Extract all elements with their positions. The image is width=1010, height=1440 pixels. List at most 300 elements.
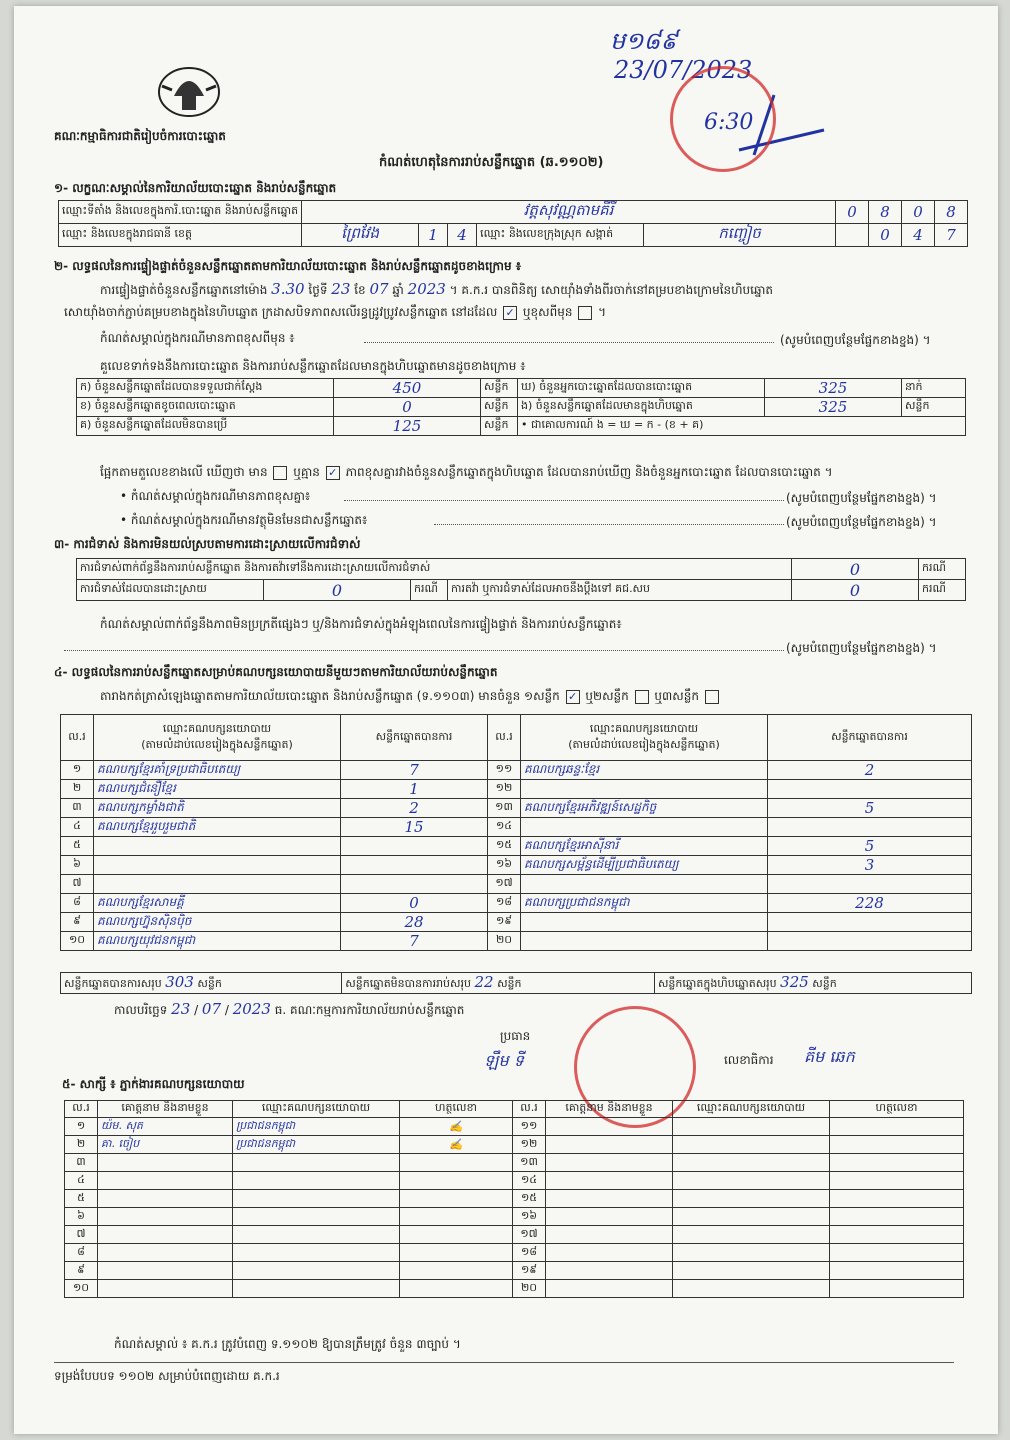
unit: ករណី — [919, 559, 966, 580]
unit: សន្លឹក — [812, 977, 837, 990]
column-header-no: ល.រ — [488, 715, 521, 761]
section3-heading: ៣- ការជំទាស់ និងការមិនយល់ស្របតាមការដោះស្រាយលើការជំទាស់ — [54, 537, 361, 551]
party-name: គណបក្សខ្មែរអភិវឌ្ឍន៍សេដ្ឋកិច្ច — [521, 799, 768, 818]
ballots-in-box: 325 — [765, 398, 902, 417]
row-number: ១១ — [488, 761, 521, 780]
column-header-signature: ហត្ថលេខា — [830, 1101, 964, 1118]
count-label: ង) ចំនួនសន្លឹកឆ្នោតដែលមានក្នុងហិបឆ្នោត — [518, 398, 765, 417]
witness-party — [233, 1172, 400, 1190]
verification-year: 2023 — [407, 280, 446, 298]
invalid-total — [342, 973, 655, 994]
table-row — [61, 932, 972, 951]
witness-party: ប្រជាជនកម្ពុជា — [233, 1118, 400, 1136]
count-table — [76, 378, 966, 436]
commune-digit: 0 — [869, 224, 902, 247]
complaints-table — [76, 558, 966, 601]
party-votes: 2 — [768, 761, 972, 780]
invalid-total-value: 22 — [474, 973, 494, 991]
party-name — [521, 913, 768, 932]
row-number: ៤ — [61, 818, 94, 837]
party-name: គណបក្សប្រជាជនកម្ពុជា — [521, 894, 768, 913]
secretary-name: គីម ឆេក — [804, 1047, 855, 1066]
row-number: ៥ — [61, 837, 94, 856]
foreign-object-label: • កំណត់សម្គាល់ក្នុងករណីមានវត្ថុមិនមែនជាសន្លឹកឆ្នោត៖ — [120, 513, 368, 527]
valid-total — [61, 973, 342, 994]
witness-name — [98, 1244, 233, 1262]
party-votes — [341, 856, 488, 875]
unit: សន្លឹក — [481, 417, 518, 436]
party-votes — [768, 913, 972, 932]
witness-party — [673, 1226, 830, 1244]
three-sheets-label: ឬ៣សន្លឹក — [654, 689, 699, 703]
official-stamp-top — [670, 66, 776, 172]
row-number: ៩ — [61, 913, 94, 932]
row-number: ២ — [65, 1136, 98, 1154]
party-votes — [768, 818, 972, 837]
spoiled-ballots: 0 — [334, 398, 481, 417]
witness-party — [233, 1280, 400, 1298]
seal-line — [64, 304, 606, 322]
witness-signature — [400, 1226, 513, 1244]
witness-name — [546, 1244, 673, 1262]
witness-signature — [830, 1172, 964, 1190]
unit: សន្លឹក — [197, 977, 222, 990]
witness-party — [233, 1208, 400, 1226]
witness-name — [98, 1154, 233, 1172]
unit: សន្លឹក — [902, 398, 966, 417]
row-number: ១៨ — [488, 894, 521, 913]
chair-name: ឡឹម ទី — [484, 1051, 524, 1070]
column-header-no: ល.រ — [513, 1101, 546, 1118]
witness-signature — [830, 1208, 964, 1226]
witness-signature — [830, 1154, 964, 1172]
table-row — [61, 837, 972, 856]
province-digit: 4 — [448, 224, 477, 247]
unchanged-checkbox[interactable]: ✓ — [503, 306, 517, 320]
party-name: គណបក្សជំនឿខ្មែរ — [94, 780, 341, 799]
handwritten-time: 6:30 — [704, 110, 754, 135]
witness-party — [233, 1154, 400, 1172]
witness-signature — [830, 1190, 964, 1208]
column-header-signature: ហត្ថលេខា — [400, 1101, 513, 1118]
witness-signature — [400, 1190, 513, 1208]
table-row — [65, 1262, 964, 1280]
witness-party — [233, 1262, 400, 1280]
count-label: ក) ចំនួនសន្លឹកឆ្នោតដែលបានទទួលជាក់ស្តែង — [77, 379, 334, 398]
form-sheet — [14, 6, 998, 1434]
witness-party — [673, 1208, 830, 1226]
party-name — [94, 837, 341, 856]
table-row — [65, 1226, 964, 1244]
tally-sheet-line — [100, 688, 721, 706]
column-header-party — [521, 715, 768, 761]
witness-name — [546, 1172, 673, 1190]
section4-heading: ៤- លទ្ធផលនៃការរាប់សន្លឹកឆ្នោតសម្រាប់គណបក្សនយោបាយនីមួយៗតាមការិយាល័យរាប់សន្លឹកឆ្នោត — [54, 665, 498, 679]
witness-party — [673, 1172, 830, 1190]
witness-party — [233, 1226, 400, 1244]
discrepancy-line — [100, 464, 833, 482]
two-sheets-label: ឬ២សន្លឹក — [585, 689, 629, 703]
signing-date-line: កាលបរិច្ឆេទ 23 / 07 / 2023 ធ. គណៈកម្មការការិយាល័យរាប់សន្លឹកឆ្នោត — [114, 1000, 465, 1018]
witness-signature: ✍ — [400, 1118, 513, 1136]
province-label: ឈ្មោះ និងលេខក្នុងរាជធានី ខេត្ត — [59, 224, 302, 247]
location-label: ឈ្មោះទីតាំង និងលេខក្នុងការិ.បោះឆ្នោត និងរាប់សន្លឹកឆ្នោត — [59, 201, 302, 224]
row-number: ១១ — [513, 1118, 546, 1136]
witness-party — [233, 1190, 400, 1208]
row-number: ១៧ — [488, 875, 521, 894]
verification-time: 3.30 — [271, 280, 305, 298]
party-name: គណបក្សឆន្ទៈខ្មែរ — [521, 761, 768, 780]
witness-party: ប្រជាជនកម្ពុជា — [233, 1136, 400, 1154]
year-label: ឆ្នាំ — [392, 283, 404, 297]
commune-digit: 7 — [935, 224, 968, 247]
table-row — [61, 875, 972, 894]
box-total-label: សន្លឹកឆ្នោតក្នុងហិបឆ្នោតសរុប — [657, 977, 777, 990]
footer-note: កំណត់សម្គាល់ ៖ គ.ក.រ ត្រូវបំពេញ ទ.១១០២ ឱ្យបានត្រឹមត្រូវ ចំនួន ៣ច្បាប់ ។ — [114, 1337, 461, 1351]
party-name — [94, 875, 341, 894]
appeal-count: 0 — [792, 580, 919, 601]
party-votes — [768, 780, 972, 799]
party-name — [521, 932, 768, 951]
witness-party — [673, 1244, 830, 1262]
party-name — [521, 818, 768, 837]
party-header-subtext: (តាមលំដាប់លេខរៀងក្នុងសន្លឹកឆ្នោត) — [141, 737, 293, 751]
footer-divider — [54, 1362, 954, 1363]
party-votes: 1 — [341, 780, 488, 799]
section1-heading: ១- លក្ខណៈសម្គាល់នៃការិយាល័យបោះឆ្នោត និងរាប់សន្លឹកឆ្នោត — [54, 181, 337, 195]
party-votes: 7 — [341, 761, 488, 780]
party-name: គណបក្សហ្វ៊ុនស៊ិនប៉ិច — [94, 913, 341, 932]
witness-party — [673, 1136, 830, 1154]
nec-emblem-icon — [154, 56, 224, 122]
row-number: ៦ — [61, 856, 94, 875]
changed-label: ឬខុសពីមុន — [522, 305, 573, 319]
table-row — [65, 1172, 964, 1190]
invalid-total-label: សន្លឹកឆ្នោតមិនបានការរាប់សរុប — [345, 977, 471, 990]
party-name: គណបក្សយុវជនកម្ពុជា — [94, 932, 341, 951]
row-number: ១៥ — [513, 1190, 546, 1208]
column-header-party: ឈ្មោះគណបក្សនយោបាយ — [233, 1101, 400, 1118]
witness-party — [673, 1118, 830, 1136]
one-sheet-checkbox[interactable]: ✓ — [566, 690, 580, 704]
party-votes: 7 — [341, 932, 488, 951]
witness-name — [546, 1190, 673, 1208]
discrepancy-note-label: • កំណត់សម្គាល់ក្នុងករណីមានភាពខុសគ្នា៖ — [120, 489, 311, 503]
unit: ករណី — [919, 580, 966, 601]
party-name: គណបក្សកម្លាំងជាតិ — [94, 799, 341, 818]
party-header-subtext: (តាមលំដាប់លេខរៀងក្នុងសន្លឹកឆ្នោត) — [568, 737, 720, 751]
column-header-no: ល.រ — [61, 715, 94, 761]
party-name: គណបក្សខ្មែរអាស៊ីនារី — [521, 837, 768, 856]
irregularity-note-label: កំណត់សម្គាល់ពាក់ព័ន្ធនឹងភាពមិនប្រក្រតីផ្សេងៗ ឬ/និងការជំទាស់ក្នុងអំឡុងពេលនៃការផ្ទៀងផ្ទាត់ និងការរាប់សន្លឹកឆ្នោត៖ — [100, 617, 622, 631]
table-row — [61, 799, 972, 818]
totals-table — [60, 972, 972, 994]
table-row — [61, 913, 972, 932]
discrepancy-yes-label: ផ្អែកតាមតួលេខខាងលើ ឃើញថា មាន — [100, 465, 268, 479]
row-number: ១៣ — [513, 1154, 546, 1172]
witness-party — [233, 1244, 400, 1262]
appeal-label: ការតវ៉ា ឬការជំទាស់ដែលអាចនឹងប្តឹងទៅ គជ.សប — [448, 580, 792, 601]
witness-table — [64, 1100, 964, 1298]
form-code: ទម្រង់បែបបទ ១១០២ សម្រាប់បំពេញដោយ គ.ក.រ — [54, 1369, 280, 1383]
period: ។ — [598, 305, 607, 319]
irregularity-note-field[interactable] — [64, 650, 784, 651]
box-total-value: 325 — [780, 973, 809, 991]
count-label: គ) ចំនួនសន្លឹកឆ្នោតដែលមិនបានប្រើ — [77, 417, 334, 436]
unit: នាក់ — [902, 379, 966, 398]
column-header-name: គោត្តនាម និងនាមខ្លួន — [546, 1101, 673, 1118]
row-number: ១៣ — [488, 799, 521, 818]
witness-name — [546, 1280, 673, 1298]
row-number: ១៩ — [488, 913, 521, 932]
table-row — [65, 1118, 964, 1136]
row-number: ១៧ — [513, 1226, 546, 1244]
party-results-table — [60, 714, 972, 951]
resolved-label: ការជំទាស់ដែលបានដោះស្រាយ — [77, 580, 264, 601]
party-votes: 0 — [341, 894, 488, 913]
diff-note-field[interactable] — [364, 342, 774, 343]
date-year: 2023 — [232, 1000, 271, 1018]
resolved-count: 0 — [264, 580, 411, 601]
party-votes — [341, 837, 488, 856]
diff-note-tail: (សូមបំពេញបន្ថែមផ្នែកខាងខ្នង) ។ — [780, 333, 931, 347]
diff-note-label: កំណត់សម្គាល់ក្នុងករណីមានភាពខុសពីមុន ៖ — [100, 331, 295, 345]
foreign-object-field[interactable] — [434, 524, 784, 525]
party-votes: 2 — [341, 799, 488, 818]
location-digit: 8 — [935, 201, 968, 224]
party-name — [94, 856, 341, 875]
witness-name — [546, 1262, 673, 1280]
witness-name — [546, 1136, 673, 1154]
witness-name — [546, 1118, 673, 1136]
month-label: ខែ — [354, 283, 366, 297]
witness-signature — [830, 1118, 964, 1136]
table-row — [61, 894, 972, 913]
valid-total-value: 303 — [165, 973, 194, 991]
table-row — [61, 780, 972, 799]
column-header-name: គោត្តនាម និងនាមខ្លួន — [98, 1101, 233, 1118]
row-number: ៨ — [65, 1244, 98, 1262]
column-header-party — [94, 715, 341, 761]
valid-total-label: សន្លឹកឆ្នោតបានការសរុប — [64, 977, 162, 990]
location-digit: 0 — [902, 201, 935, 224]
witness-name — [98, 1262, 233, 1280]
party-name: គណបក្សសម្ព័ន្ធដើម្បីប្រជាធិបតេយ្យ — [521, 856, 768, 875]
witness-name: យ៉ម. សុត — [98, 1118, 233, 1136]
commune-digit: 4 — [902, 224, 935, 247]
unused-ballots: 125 — [334, 417, 481, 436]
date-month: 07 — [201, 1000, 222, 1018]
box-total — [654, 973, 971, 994]
row-number: ១០ — [65, 1280, 98, 1298]
row-number: ១៩ — [513, 1262, 546, 1280]
province-value: ព្រៃវែង — [302, 224, 419, 247]
party-votes — [341, 875, 488, 894]
witness-signature — [400, 1244, 513, 1262]
row-number: ១ — [65, 1118, 98, 1136]
location-table — [58, 200, 968, 247]
discrepancy-no-label: ឬគ្មាន — [293, 465, 320, 479]
count-intro: គួលេខទាក់ទងនឹងការបោះឆ្នោត និងការរាប់សន្លឹកឆ្នោតដែលមានក្នុងហិបឆ្នោតមានដូចខាងក្រោម ៖ — [100, 359, 526, 373]
witness-party — [673, 1280, 830, 1298]
witness-party — [673, 1190, 830, 1208]
party-votes: 228 — [768, 894, 972, 913]
row-number: ៦ — [65, 1208, 98, 1226]
witness-name — [546, 1226, 673, 1244]
row-number: ១០ — [61, 932, 94, 951]
date-label: កាលបរិច្ឆេទ — [114, 1003, 168, 1017]
witness-name — [98, 1190, 233, 1208]
count-label: ខ) ចំនួនសន្លឹកឆ្នោតខូចពេលបោះឆ្នោត — [77, 398, 334, 417]
complaints-label: ការជំទាស់ពាក់ព័ន្ធនឹងការរាប់សន្លឹកឆ្នោត និងការតវ៉ាទៅនឹងការដោះស្រាយលើការជំទាស់ — [77, 559, 792, 580]
committee-name: គណៈកម្មាធិការជាតិរៀបចំការបោះឆ្នោត — [54, 129, 226, 143]
secretary-label: លេខាធិការ — [724, 1053, 774, 1067]
party-votes: 28 — [341, 913, 488, 932]
row-number: ៧ — [61, 875, 94, 894]
witness-signature — [830, 1136, 964, 1154]
seal-text: សោយ៉ាំងចាក់ភ្ជាប់គម្របខាងក្នុងនៃហិបឆ្នោត ក្រដាសបិទភាពសលើរន្ធដ្រូវប្រូវសន្លឹកឆ្នោត នៅដដែល — [64, 305, 498, 319]
row-number: ៤ — [65, 1172, 98, 1190]
party-name: គណបក្សខ្មែររួបរួមជាតិ — [94, 818, 341, 837]
party-name: គណបក្សខ្មែរសាមគ្គី — [94, 894, 341, 913]
location-value: វត្តសុវណ្ណតាមគីរី — [302, 201, 836, 224]
row-number: ១៨ — [513, 1244, 546, 1262]
witness-name — [546, 1154, 673, 1172]
row-number: ១ — [61, 761, 94, 780]
changed-checkbox[interactable] — [578, 306, 592, 320]
row-number: ៣ — [61, 799, 94, 818]
row-number: ១៦ — [488, 856, 521, 875]
location-digit: 0 — [836, 201, 869, 224]
row-number: ១២ — [513, 1136, 546, 1154]
row-number: ៥ — [65, 1190, 98, 1208]
party-votes: 5 — [768, 837, 972, 856]
row-number: ២ — [61, 780, 94, 799]
party-name — [521, 780, 768, 799]
row-number: ២០ — [513, 1280, 546, 1298]
witness-name — [98, 1208, 233, 1226]
row-number: ១៦ — [513, 1208, 546, 1226]
unit: ករណី — [411, 580, 448, 601]
row-number: ១៥ — [488, 837, 521, 856]
discrepancy-note-field[interactable] — [344, 500, 784, 501]
witness-party — [673, 1154, 830, 1172]
row-number: ១២ — [488, 780, 521, 799]
table-row — [65, 1208, 964, 1226]
date-day: 23 — [171, 1000, 191, 1018]
table-row — [65, 1154, 964, 1172]
row-number: ១៤ — [513, 1172, 546, 1190]
party-name — [521, 875, 768, 894]
formula-note: • ជាគោលការណ៍ ង = ឃ = ក - (ខ + គ) — [518, 417, 966, 436]
unit: សន្លឹក — [497, 977, 522, 990]
table-row — [65, 1280, 964, 1298]
table-row — [65, 1136, 964, 1154]
commune-label: ឈ្មោះ និងលេខក្រុងស្រុក សង្កាត់ — [477, 224, 644, 247]
row-number: ៧ — [65, 1226, 98, 1244]
handwritten-date: 23/07/2023 — [614, 56, 753, 84]
discrepancy-no-checkbox[interactable]: ✓ — [326, 466, 340, 480]
table-row — [61, 856, 972, 875]
section5-heading: ៥- សាក្សី ៖ ភ្នាក់ងារគណបក្សនយោបាយ — [62, 1077, 245, 1091]
verification-time-label: ការផ្ទៀងផ្ទាត់ចំនួនសន្លឹកឆ្នោតនៅម៉ោង — [100, 283, 268, 297]
foreign-object-tail: (សូមបំពេញបន្ថែមផ្នែកខាងខ្នង) ។ — [786, 515, 937, 529]
row-number: ១៤ — [488, 818, 521, 837]
witness-name — [98, 1226, 233, 1244]
handwritten-code: ម១៨៩ — [610, 27, 678, 55]
witness-signature — [400, 1280, 513, 1298]
column-header-no: ល.រ — [65, 1101, 98, 1118]
commune-value: កញ្ចៀច — [644, 224, 836, 247]
verification-month: 07 — [369, 280, 389, 298]
witness-signature — [830, 1280, 964, 1298]
witness-signature — [830, 1226, 964, 1244]
committee-sign-label: ធ. គណៈកម្មការការិយាល័យរាប់សន្លឹកឆ្នោត — [274, 1003, 465, 1017]
province-digit: 1 — [419, 224, 448, 247]
discrepancy-note-tail: (សូមបំពេញបន្ថែមផ្នែកខាងខ្នង) ។ — [786, 491, 937, 505]
form-title: កំណត់ហេតុនៃការរាប់សន្លឹកឆ្នោត (ឆ.១១០២) — [379, 155, 604, 170]
count-label: ឃ) ចំនួនអ្នកបោះឆ្នោតដែលបានបោះឆ្នោត — [518, 379, 765, 398]
party-name: គណបក្សខ្មែរគាំទ្រប្រជាធិបតេយ្យ — [94, 761, 341, 780]
table-row — [61, 818, 972, 837]
party-votes — [768, 875, 972, 894]
chair-label: ប្រធាន — [500, 1029, 531, 1043]
voters-count: 325 — [765, 379, 902, 398]
unit: សន្លឹក — [481, 398, 518, 417]
party-header-text: ឈ្មោះគណបក្សនយោបាយ — [589, 721, 699, 735]
column-header-party: ឈ្មោះគណបក្សនយោបាយ — [673, 1101, 830, 1118]
party-header-text: ឈ្មោះគណបក្សនយោបាយ — [162, 721, 272, 735]
section2-heading: ២- លទ្ធផលនៃការផ្ទៀងផ្ទាត់ចំនួនសន្លឹកឆ្នោតតាមការិយាល័យបោះឆ្នោត និងរាប់សន្លឹកឆ្នោតដូចខាងក្រោម ៖ — [54, 259, 522, 273]
row-number: ៣ — [65, 1154, 98, 1172]
verification-line — [100, 280, 773, 300]
witness-signature — [400, 1154, 513, 1172]
row-number: ៨ — [61, 894, 94, 913]
three-sheets-checkbox[interactable] — [705, 690, 719, 704]
party-votes: 3 — [768, 856, 972, 875]
witness-name — [98, 1172, 233, 1190]
irregularity-note-tail: (សូមបំពេញបន្ថែមផ្នែកខាងខ្នង) ។ — [786, 641, 937, 655]
verification-day: 23 — [331, 280, 351, 298]
discrepancy-text: ភាពខុសគ្នារវាងចំនួនសន្លឹកឆ្នោតក្នុងហិបឆ្នោត ដែលបានរាប់ឃើញ និងចំនួនអ្នកបោះឆ្នោត ដែលបានបោះឆ្នោត ។ — [345, 465, 833, 479]
witness-party — [673, 1262, 830, 1280]
witness-signature — [400, 1262, 513, 1280]
party-votes: 15 — [341, 818, 488, 837]
location-digit: 8 — [869, 201, 902, 224]
party-votes — [768, 932, 972, 951]
party-votes: 5 — [768, 799, 972, 818]
received-ballots: 450 — [334, 379, 481, 398]
witness-signature — [830, 1244, 964, 1262]
witness-name — [546, 1208, 673, 1226]
witness-name — [98, 1280, 233, 1298]
witness-signature — [400, 1208, 513, 1226]
verification-text: ។ គ.ក.រ បានពិនិត្យ សោយ៉ាំងទាំងពីរចាក់នៅគម្របខាងក្រោមនៃហិបឆ្នោត — [449, 283, 774, 297]
row-number: ២០ — [488, 932, 521, 951]
day-label: ថ្ងៃទី — [308, 283, 328, 297]
discrepancy-yes-checkbox[interactable] — [273, 466, 287, 480]
table-row — [65, 1244, 964, 1262]
column-header-votes: សន្លឹកឆ្នោតបានការ — [341, 715, 488, 761]
table-row — [61, 761, 972, 780]
witness-name: គា. ចៀប — [98, 1136, 233, 1154]
witness-signature — [830, 1262, 964, 1280]
two-sheets-checkbox[interactable] — [635, 690, 649, 704]
column-header-votes: សន្លឹកឆ្នោតបានការ — [768, 715, 972, 761]
table-row — [65, 1190, 964, 1208]
row-number: ៩ — [65, 1262, 98, 1280]
tally-sheet-text: តារាងកត់ត្រាសំឡេងឆ្នោតតាមការិយាល័យបោះឆ្នោត និងរាប់សន្លឹកឆ្នោត (ទ.១១០៣) មានចំនួន ១សន្លឹក — [100, 689, 560, 703]
